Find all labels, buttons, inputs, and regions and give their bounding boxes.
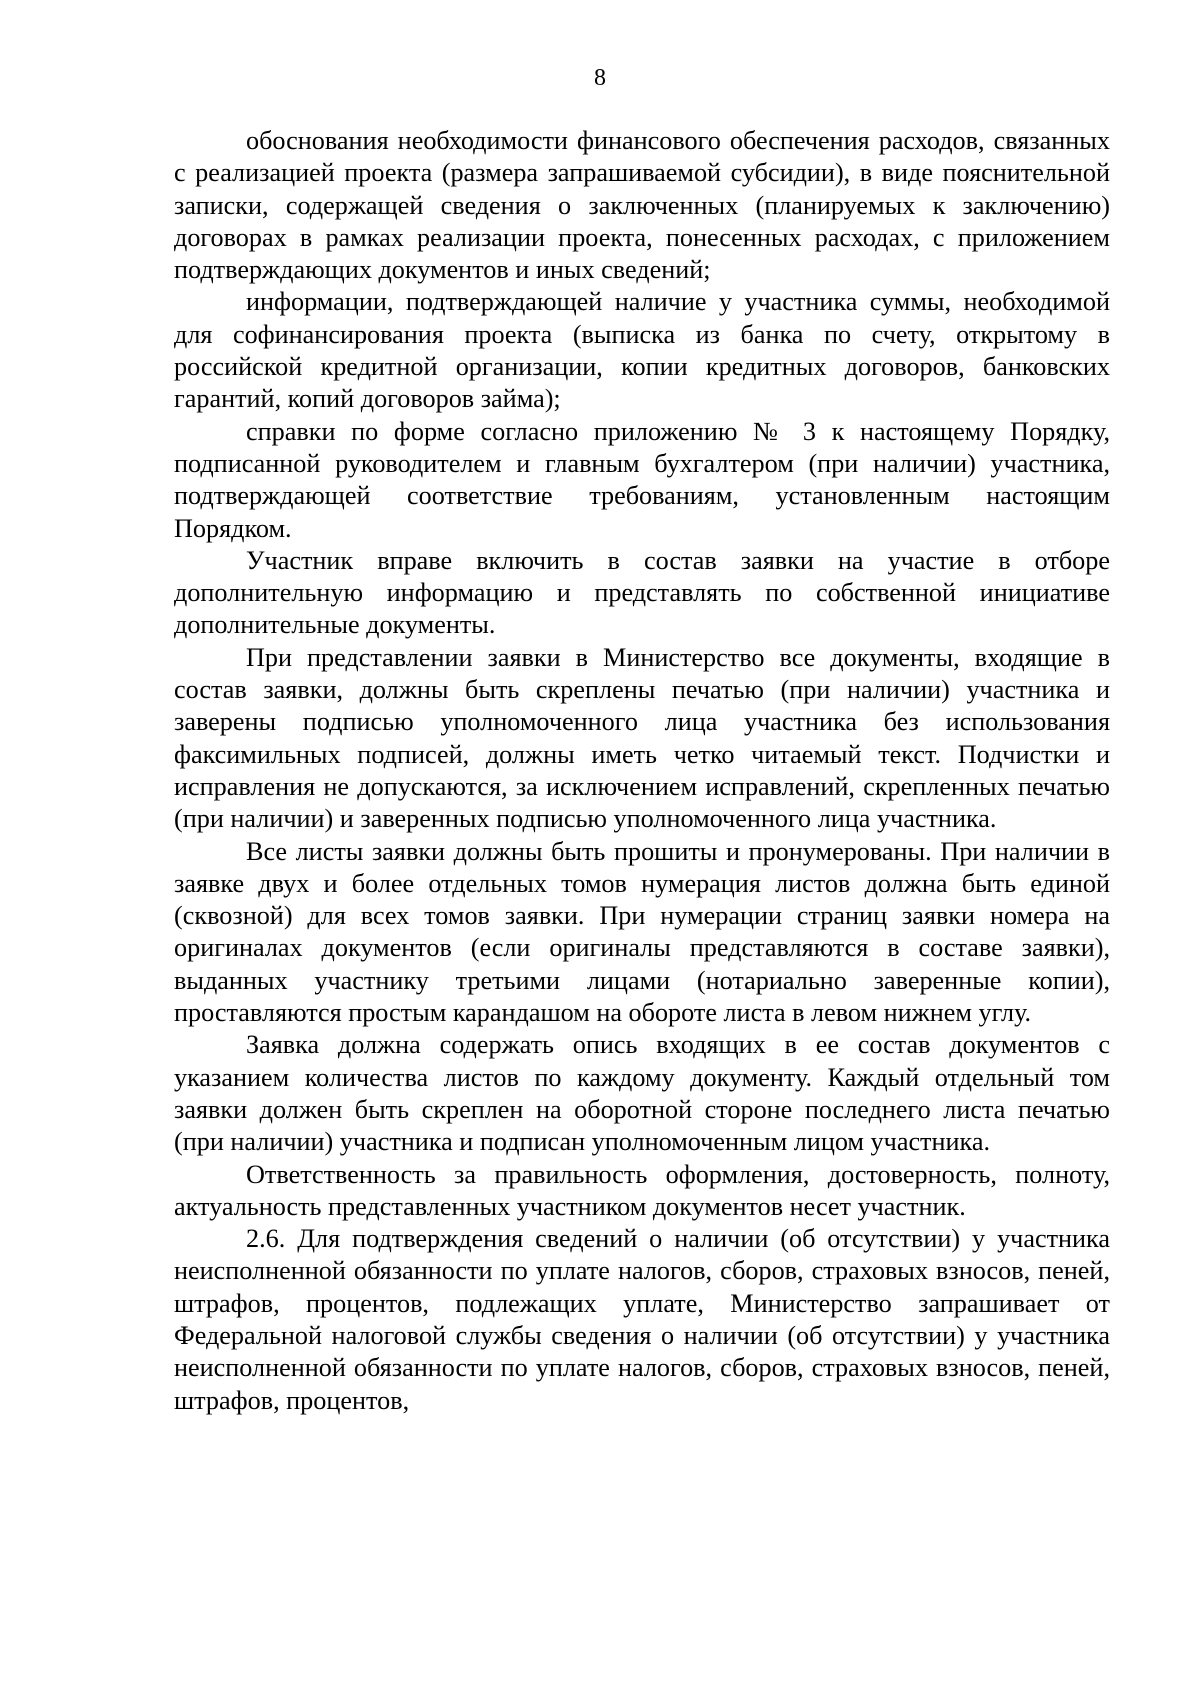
paragraph-document-inventory: Заявка должна содержать опись входящих в ее состав документов с указанием количества листов по каждому документу. Каждый отдельный том заявки должен быть скреплен на оборотной стороне последнего листа печатью (при наличии) участника и подписан уполномоченным лицом участника. <box>174 1030 1110 1157</box>
paragraph-additional-info: Участник вправе включить в состав заявки на участие в отборе дополнительную информацию и представлять по собственной инициативе дополнительные документы. <box>174 545 1110 640</box>
paragraph-submission-requirements: При представлении заявки в Министерство все документы, входящие в состав заявки, должны быть скреплены печатью (при наличии) участника и заверены подписью уполномоченного лица участника без использования факсимильных подписей, должны иметь четко читаемый текст. Подчистки и исправления не допускаются, за исключением исправлений, скрепленных печатью (при наличии) и заверенных подписью уполномоченного лица участника. <box>174 642 1110 834</box>
paragraph-section-2-6: 2.6. Для подтверждения сведений о наличии (об отсутствии) у участника неисполненной обязанности по уплате налогов, сборов, страховых взносов, пеней, штрафов, процентов, подлежащих уплате, Министерство запрашивает от Федеральной налоговой службы сведения о наличии (об отсутствии) у участника неисполненной обязанности по уплате налогов, сборов, страховых взносов, пеней, штрафов, процентов, <box>174 1224 1110 1415</box>
document-body <box>174 125 1110 1417</box>
paragraph-sheet-numbering: Все листы заявки должны быть прошиты и пронумерованы. При наличии в заявке двух и более отдельных томов нумерация листов должна быть единой (сквозной) для всех томов заявки. При нумерации страниц заявки номера на оригиналах документов (если оригиналы представляются в составе заявки), выданных участнику третьими лицами (нотариально заверенные копии), проставляются простым карандашом на обороте листа в левом нижнем углу. <box>174 836 1110 1028</box>
paragraph-cofinancing-info: информации, подтверждающей наличие у участника суммы, необходимой для софинансирования проекта (выписка из банка по счету, открытому в российской кредитной организации, копии кредитных договоров, банковских гарантий, копий договоров займа); <box>174 287 1110 414</box>
paragraph-justification-note: обоснования необходимости финансового обеспечения расходов, связанных с реализацией проекта (размера запрашиваемой субсидии), в виде пояснительной записки, содержащей сведения о заключенных (планируемых к заключению) договорах в рамках реализации проекта, понесенных расходах, с приложением подтверждающих документов и иных сведений; <box>174 126 1110 285</box>
paragraph-certificate-form: справки по форме согласно приложению № 3 к настоящему Порядку, подписанной руководителем и главным бухгалтером (при наличии) участника, подтверждающей соответствие требованиям, установленным настоящим Порядком. <box>174 416 1110 543</box>
paragraph-responsibility: Ответственность за правильность оформления, достоверность, полноту, актуальность представленных участником документов несет участник. <box>174 1159 1110 1221</box>
page-number: 8 <box>594 65 606 91</box>
